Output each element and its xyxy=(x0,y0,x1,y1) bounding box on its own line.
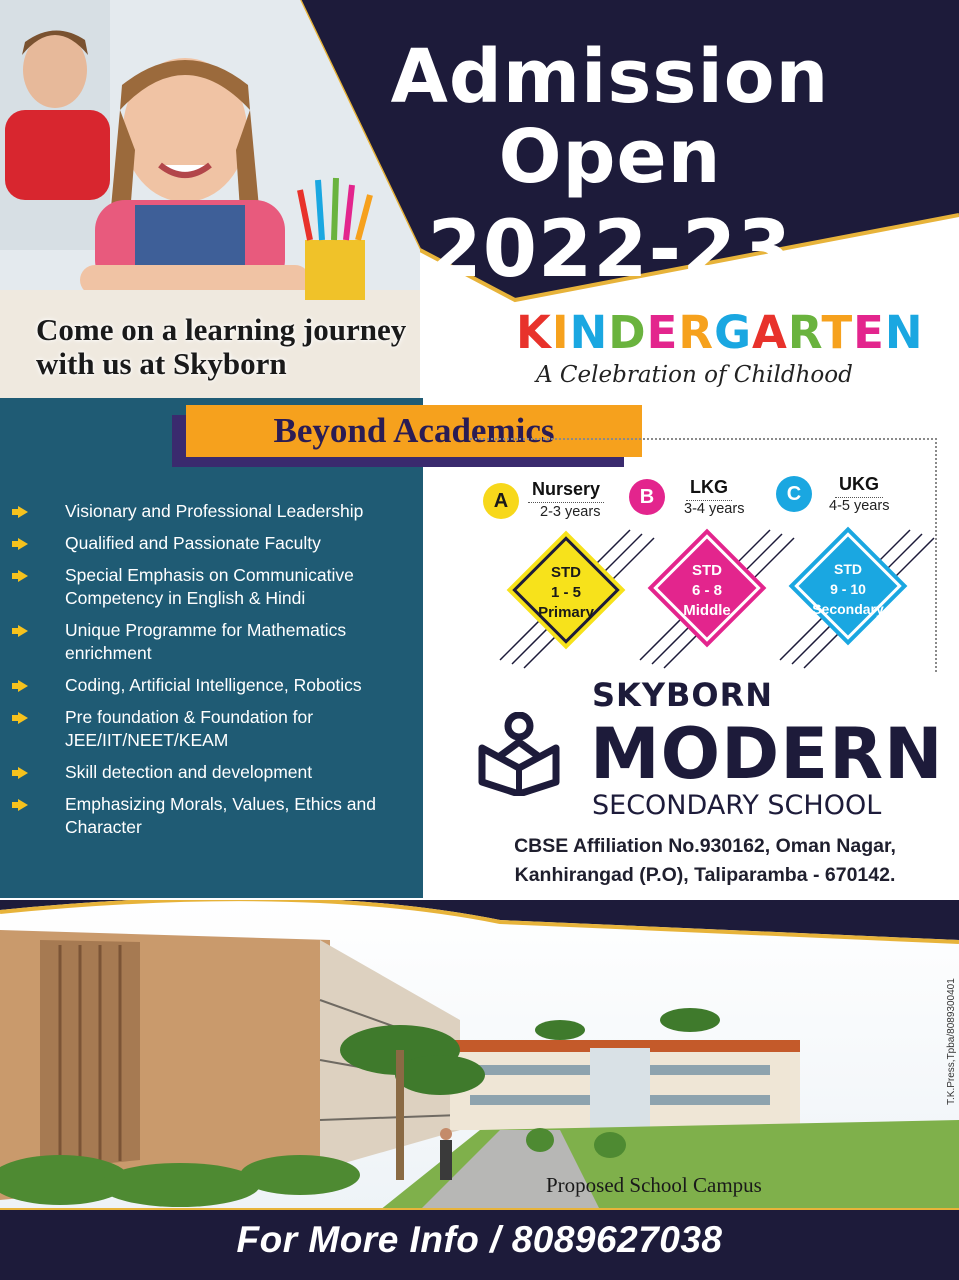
kg-letter: A xyxy=(752,306,788,359)
feature-item: Qualified and Passionate Faculty xyxy=(18,532,408,555)
std-middle xyxy=(647,528,767,648)
arrow-bullet-icon xyxy=(18,506,28,518)
kg-letter: R xyxy=(678,306,715,359)
arrow-bullet-icon xyxy=(18,680,28,692)
level-age-nursery: 2-3 years xyxy=(540,504,601,520)
std-text: STD 6 - 8 Middle xyxy=(683,562,731,619)
level-badge-a: A xyxy=(483,483,519,519)
kg-letter: N xyxy=(884,306,924,359)
school-name-top: SKYBORN xyxy=(592,676,774,714)
tagline-line1: Come on a learning journey xyxy=(36,312,407,347)
address-line2: Kanhirangad (P.O), Taliparamba - 670142. xyxy=(514,864,896,886)
level-name-lkg: LKG xyxy=(686,477,732,501)
kg-letter: R xyxy=(787,306,822,359)
address-line1: CBSE Affiliation No.930162, Oman Nagar, xyxy=(514,835,896,857)
school-logo-icon xyxy=(478,712,560,796)
arrow-bullet-icon xyxy=(18,625,28,637)
feature-item: Coding, Artificial Intelligence, Robotics xyxy=(18,674,408,697)
school-name-sub: SECONDARY SCHOOL xyxy=(592,790,882,821)
level-name-ukg: UKG xyxy=(835,474,883,498)
arrow-bullet-icon xyxy=(18,712,28,724)
std-primary xyxy=(506,530,626,650)
level-badge-c: C xyxy=(776,476,812,512)
kg-letter: G xyxy=(714,306,752,359)
arrow-bullet-icon xyxy=(18,570,28,582)
feature-item: Unique Programme for Mathematics enrichment xyxy=(18,619,408,665)
level-badge-b: B xyxy=(629,479,665,515)
feature-item: Visionary and Professional Leadership xyxy=(18,500,408,523)
level-age-ukg: 4-5 years xyxy=(829,498,890,514)
beyond-academics-label: Beyond Academics xyxy=(273,411,555,450)
std-text: STD 9 - 10 Secondary xyxy=(812,561,884,617)
contact-info: For More Info / 8089627038 xyxy=(236,1219,723,1260)
tagline xyxy=(36,313,406,381)
std-secondary xyxy=(788,526,908,646)
kg-letter: D xyxy=(608,306,647,359)
arrow-bullet-icon xyxy=(18,767,28,779)
kg-letter: E xyxy=(646,306,679,359)
press-credit: T.K.Press,Tpba/8089300401 xyxy=(946,978,957,1105)
level-name-nursery: Nursery xyxy=(528,479,604,503)
feature-item: Skill detection and development xyxy=(18,761,408,784)
kg-letter: E xyxy=(853,306,885,359)
school-address xyxy=(470,832,940,890)
kindergarten-subtitle: A Celebration of Childhood xyxy=(536,362,853,388)
footer-divider xyxy=(0,1208,959,1210)
features-list xyxy=(18,500,408,848)
feature-item: Pre foundation & Foundation for JEE/IIT/NEET/KEAM xyxy=(18,706,408,752)
kg-letter: T xyxy=(821,306,854,359)
headline-line2: 2022-23 xyxy=(427,204,793,295)
feature-item: Special Emphasis on Communicative Competency in English & Hindi xyxy=(18,564,408,610)
kg-letter: K xyxy=(516,306,552,359)
headline-line1: Admission Open xyxy=(390,34,830,200)
kg-letter: N xyxy=(569,306,609,359)
kindergarten-title xyxy=(516,306,924,359)
campus-image xyxy=(0,900,959,1210)
std-text: STD 1 - 5 Primary xyxy=(538,564,594,621)
feature-item: Emphasizing Morals, Values, Ethics and Character xyxy=(18,793,408,839)
arrow-bullet-icon xyxy=(18,538,28,550)
school-name-main: MODERN xyxy=(590,713,944,795)
tagline-line2: with us at Skyborn xyxy=(36,346,287,381)
kg-letter: I xyxy=(551,306,570,359)
campus-illustration xyxy=(0,900,959,1210)
arrow-bullet-icon xyxy=(18,799,28,811)
level-age-lkg: 3-4 years xyxy=(684,501,745,517)
campus-caption: Proposed School Campus xyxy=(546,1173,762,1197)
